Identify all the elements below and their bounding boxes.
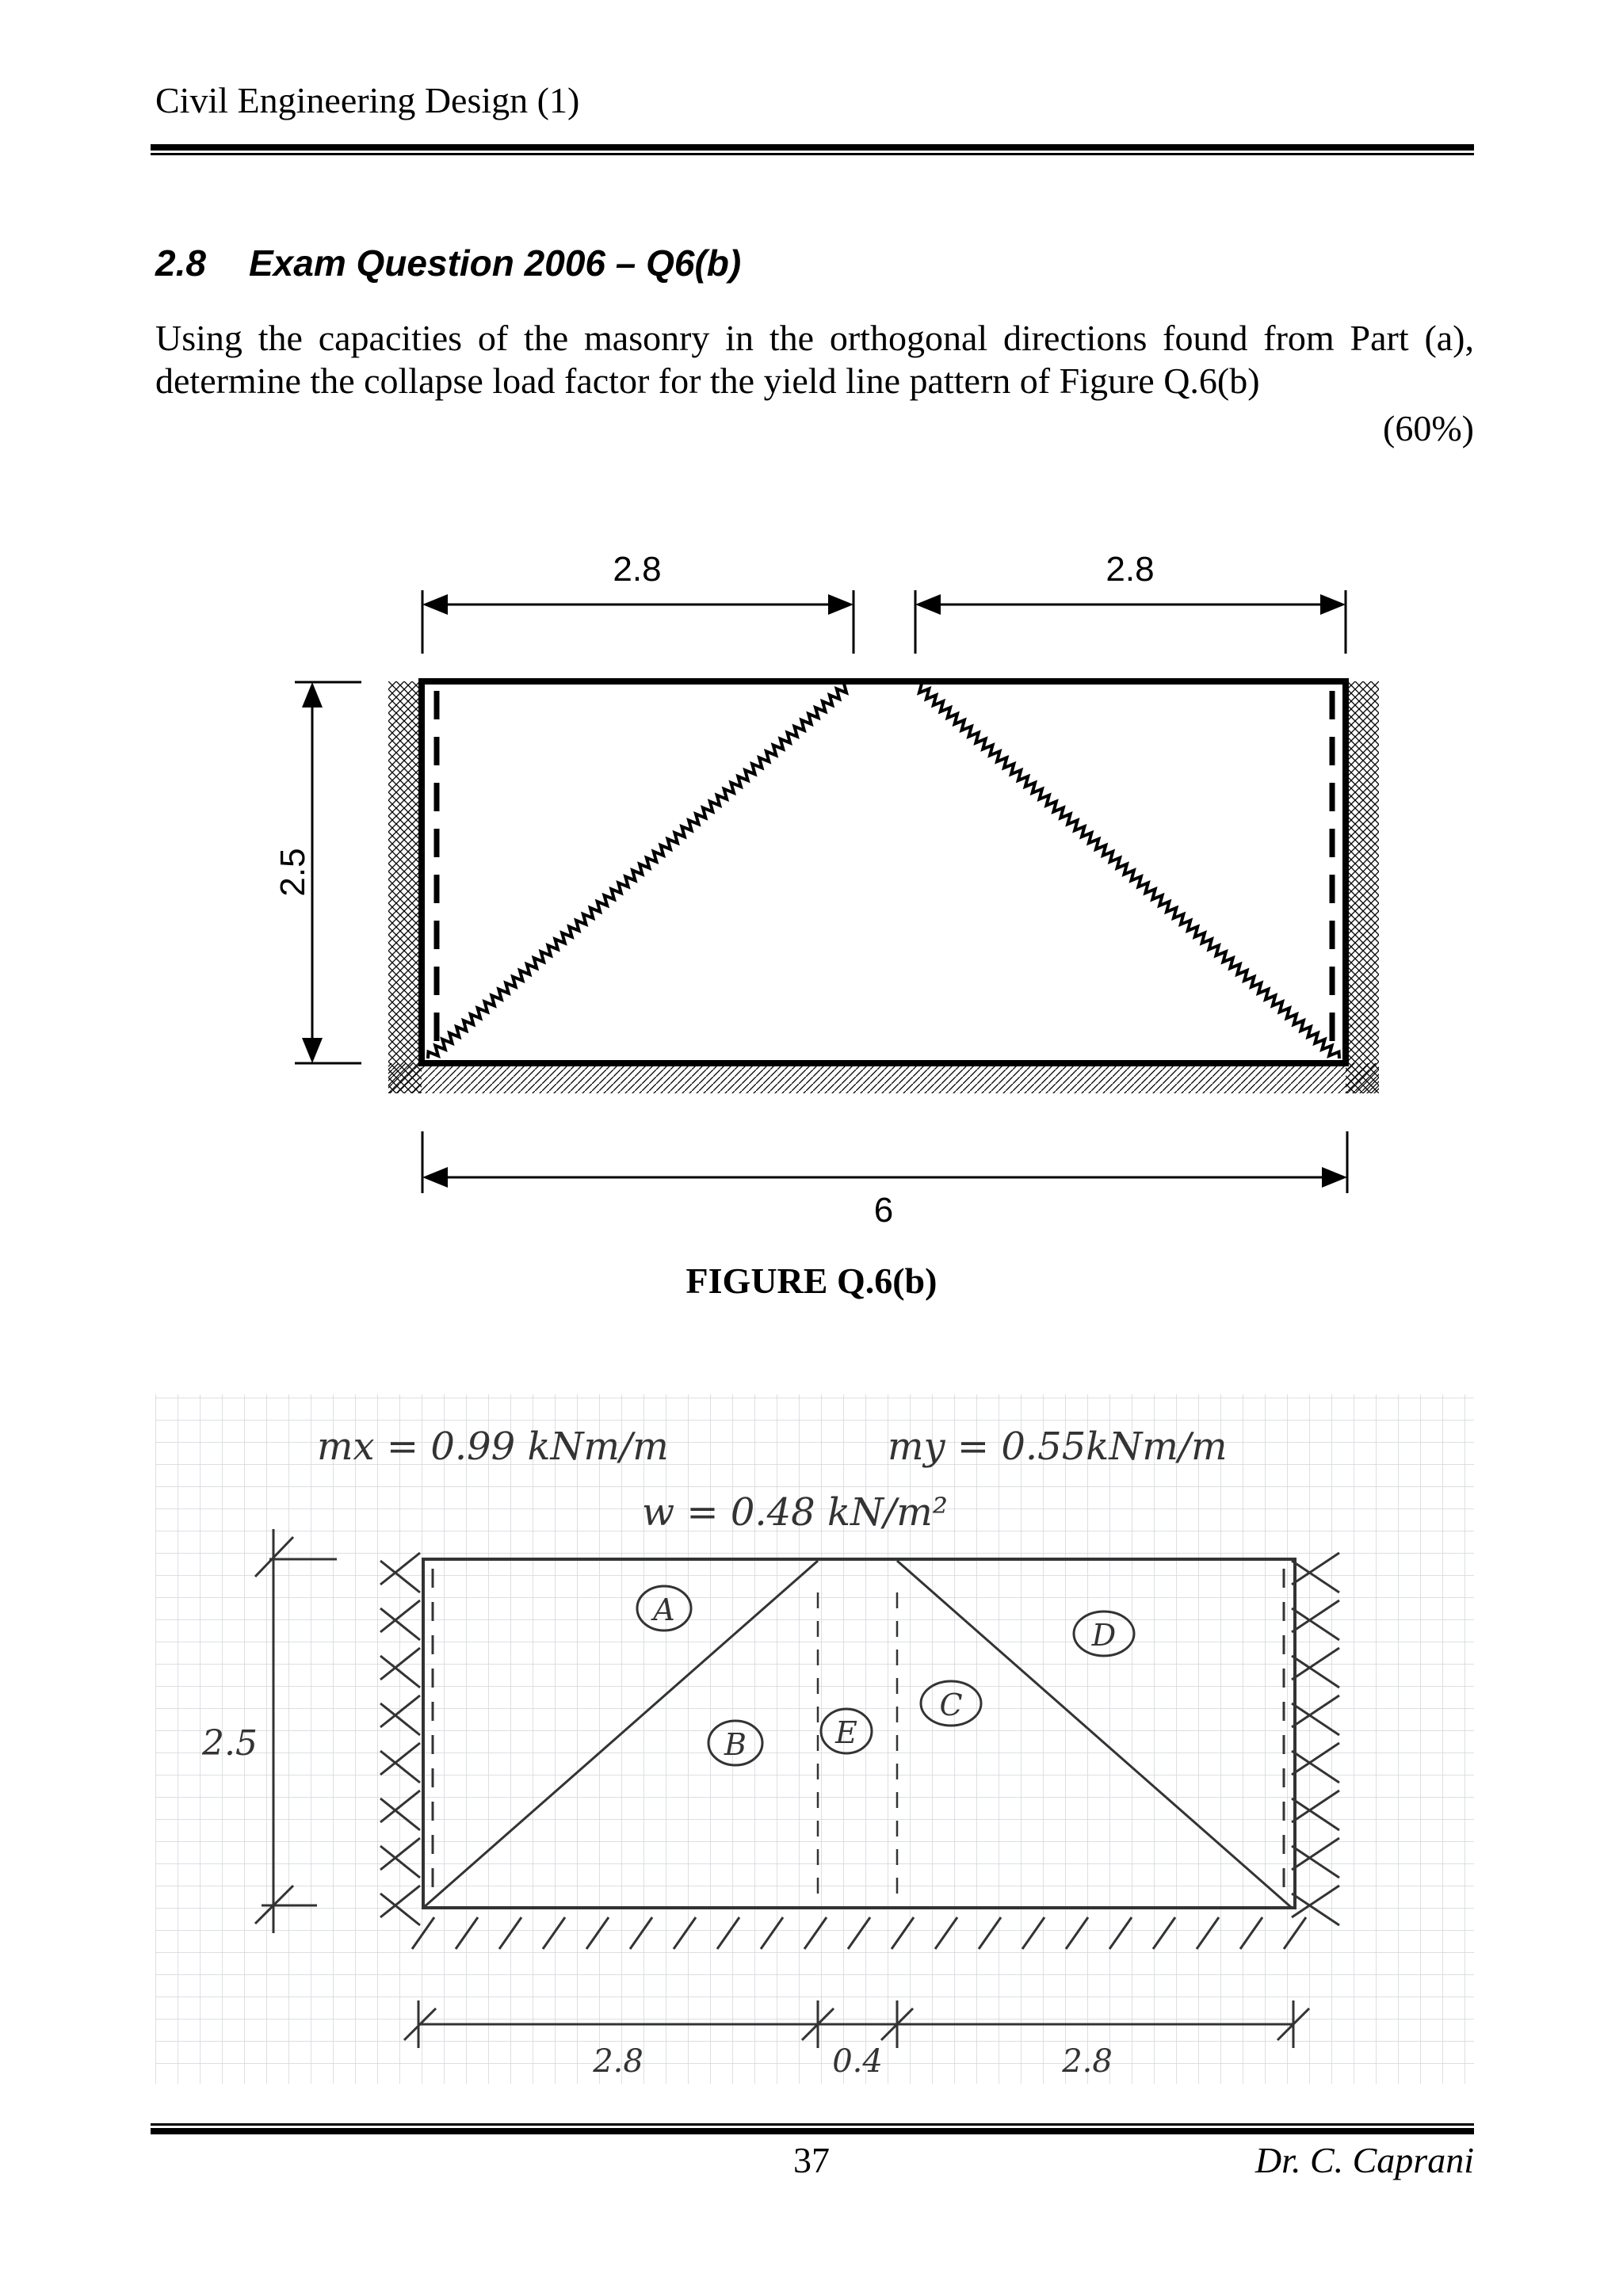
sketch-dim-height: 2.5 — [202, 1723, 258, 1764]
dim-label-height: 2.5 — [273, 848, 312, 897]
figure-caption: FIGURE Q.6(b) — [685, 1261, 938, 1301]
dim-label-right: 2.8 — [1106, 550, 1155, 589]
sketch-dim-right: 2.8 — [1062, 2043, 1113, 2080]
svg-text:B: B — [724, 1727, 747, 1762]
section-number: 2.8 — [155, 242, 206, 284]
running-header: Civil Engineering Design (1) — [155, 80, 580, 120]
svg-text:A: A — [653, 1592, 675, 1627]
top-dimension-left — [422, 590, 854, 654]
section-title: Exam Question 2006 – Q6(b) — [249, 242, 742, 284]
hand-sketch — [155, 1394, 1474, 2084]
top-dimension-right — [915, 590, 1346, 654]
footer-rule-thin — [151, 2123, 1474, 2126]
question-marks: (60%) — [1383, 408, 1474, 448]
footer-author: Dr. C. Caprani — [1254, 2140, 1474, 2180]
bottom-support-hatch — [388, 1063, 1379, 1093]
svg-text:E: E — [835, 1715, 857, 1750]
sketch-dim-left: 2.8 — [593, 2043, 643, 2080]
svg-text:C: C — [939, 1688, 963, 1722]
left-support-hatch — [388, 681, 422, 1093]
right-support-hatch — [1346, 681, 1379, 1093]
footer-rule-thick — [151, 2128, 1474, 2134]
page-number: 37 — [793, 2140, 830, 2180]
sketch-load-label: w = 0.48 kN/m² — [642, 1490, 948, 1535]
bottom-dimension — [422, 1131, 1347, 1193]
svg-text:D: D — [1091, 1618, 1117, 1653]
question-text: Using the capacities of the masonry in the orthogonal directions found from Part (a), determine the collapse load factor for the yield line pattern of Figure Q.6(b) — [155, 318, 1474, 401]
dim-label-bottom: 6 — [873, 1191, 894, 1230]
sketch-my-label: my = 0.55kNm/m — [888, 1425, 1228, 1469]
sketch-dim-mid: 0.4 — [832, 2043, 883, 2080]
sketch-mx-label: mx = 0.99 kNm/m — [317, 1425, 669, 1469]
dim-label-left: 2.8 — [613, 550, 662, 589]
